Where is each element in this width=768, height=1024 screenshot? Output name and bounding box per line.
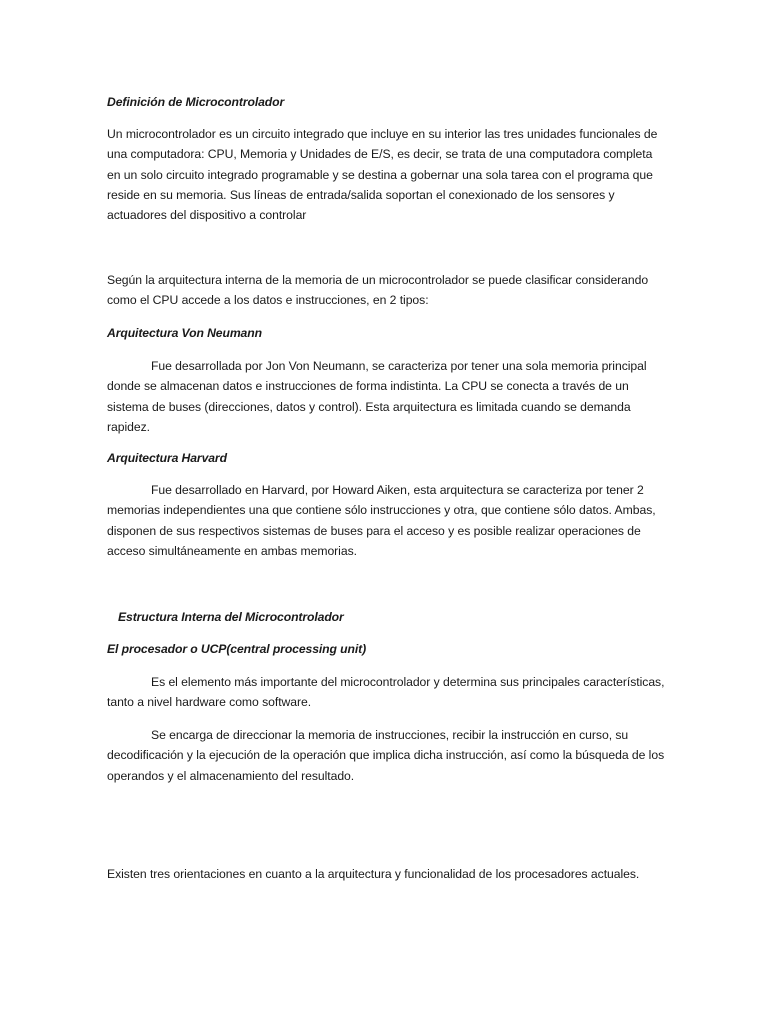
- von-neumann-paragraph: Fue desarrollada por Jon Von Neumann, se caracteriza por tener una sola memoria principal donde se almacenan datos e instrucciones de forma indistinta. La CPU se conecta a través de un sistema de buses (direcciones, datos y control). Esta arquitectura es limitada cuando se demanda rapidez.: [107, 359, 647, 434]
- definition-paragraph: Un microcontrolador es un circuito integrado que incluye en su interior las tres unidades funcionales de una computadora: CPU, Memoria y Unidades de E/S, es decir, se trata de una computadora completa en un solo circuito integrado programable y se destina a gobernar una sola tarea con el programa que reside en su memoria. Sus líneas de entrada/salida soportan el conexionado de los sensores y actuadores del dispositivo a controlar: [107, 127, 658, 223]
- processor-heading: El procesador o UCP(central processing unit): [107, 642, 367, 656]
- harvard-heading: Arquitectura Harvard: [107, 451, 227, 465]
- definition-heading: Definición de Microcontrolador: [107, 95, 285, 109]
- harvard-paragraph: Fue desarrollado en Harvard, por Howard Aiken, esta arquitectura se caracteriza por tener 2 memorias independientes una que contiene sólo instrucciones y otra, que contiene sólo datos. Ambas, disponen de sus respectivos sistemas de buses para el acceso y es posible realizar operaciones de acceso simultáneamente en ambas memorias.: [107, 483, 656, 558]
- architecture-intro-paragraph: Según la arquitectura interna de la memoria de un microcontrolador se puede clasificar considerando como el CPU accede a los datos e instrucciones, en 2 tipos:: [107, 273, 649, 308]
- orientations-paragraph: Existen tres orientaciones en cuanto a la arquitectura y funcionalidad de los procesadores actuales.: [107, 867, 640, 881]
- von-neumann-heading: Arquitectura Von Neumann: [107, 326, 262, 340]
- processor-paragraph-1: Es el elemento más importante del microcontrolador y determina sus principales características, tanto a nivel hardware como software.: [107, 675, 665, 710]
- internal-structure-heading: Estructura Interna del Microcontrolador: [118, 610, 344, 624]
- processor-paragraph-2: Se encarga de direccionar la memoria de instrucciones, recibir la instrucción en curso, su decodificación y la ejecución de la operación que implica dicha instrucción, así como la búsqueda de los operandos y el almacenamiento del resultado.: [107, 728, 665, 783]
